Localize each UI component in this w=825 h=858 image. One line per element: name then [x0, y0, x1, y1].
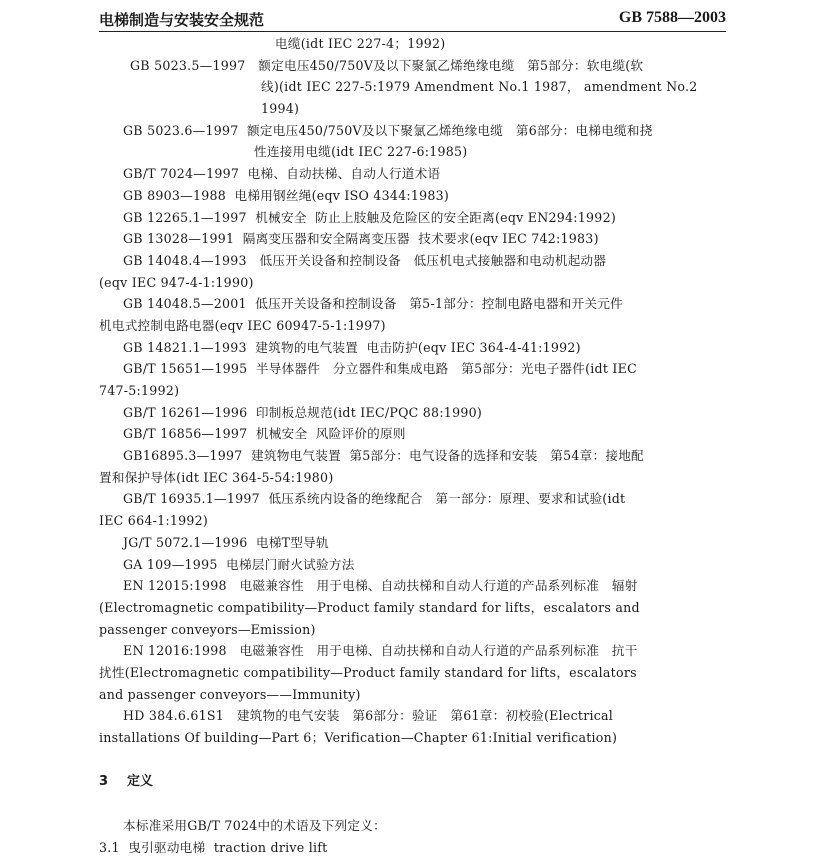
list-line: installations Of building—Part 6；Verification—Chapter 61:Initial verification) [99, 730, 618, 745]
section-heading [99, 770, 153, 789]
list-line: 747-5:1992) [99, 383, 180, 398]
standard-code: GB 7588—2003 [618, 9, 726, 26]
list-line: HD 384.6.61S1 建筑物的电气安装 第6部分：验证 第61章：初校验(Electrical [123, 708, 614, 724]
list-line: IEC 664-1:1992) [99, 513, 209, 529]
list-line: GB/T 16856—1997 机械安全 风险评价的原则 [123, 426, 406, 442]
list-line: GB/T 7024—1997 电梯、自动扶梯、自动人行道术语 [123, 166, 441, 182]
list-line: (eqv IEC 947-4-1:1990) [99, 274, 254, 290]
body-paragraph: 本标准采用GB/T 7024中的术语及下列定义： [123, 818, 386, 833]
header-divider [99, 31, 726, 32]
list-line: EN 12016:1998 电磁兼容性 用于电梯、自动扶梯和自动人行道的产品系列标准 抗干 [123, 643, 638, 659]
list-line: passenger conveyors—Emission) [99, 621, 316, 637]
list-line: GB 14048.4—1993 低压开关设备和控制设备 低压机电式接触器和电动机起动器 [123, 252, 607, 268]
list-line: 扰性(Electromagnetic compatibility—Product family standard for lifts，escalators [99, 664, 637, 680]
list-line: JG/T 5072.1—1996 电梯T型导轨 [123, 534, 329, 550]
list-line: GB 5023.5—1997 额定电压450/750V及以下聚氯乙烯绝缘电缆 第5部分：软电缆(软 [130, 57, 644, 73]
section-title: 定义 [127, 774, 154, 789]
list-line: GB/T 15651—1995 半导体器件 分立器件和集成电路 第5部分：光电子器件(idt IEC [123, 361, 637, 377]
list-line: GB16895.3—1997 建筑物电气装置 第5部分：电气设备的选择和安装 第54章：接地配 [123, 448, 644, 464]
list-line: GB 5023.6—1997 额定电压450/750V及以下聚氯乙烯绝缘电缆 第6部分：电梯电缆和挠 [123, 122, 653, 138]
list-line: GB 14048.5—2001 低压开关设备和控制设备 第5-1部分：控制电路电器和开关元件 [123, 296, 624, 312]
list-line: 置和保护导体(idt IEC 364-5-54:1980) [99, 469, 334, 485]
section-number: 3 [99, 774, 109, 789]
header-title: 电梯制造与安装安全规范 [99, 11, 265, 29]
list-line: 1994) [261, 101, 300, 117]
list-line: GB 12265.1—1997 机械安全 防止上肢触及危险区的安全距离(eqv EN294:1992) [123, 209, 616, 225]
list-line: 线)(idt IEC 227-5:1979 Amendment No.1 1987， amendment No.2 [261, 79, 698, 95]
list-line: GB 13028—1991 隔离变压器和安全隔离变压器 技术要求(eqv IEC 742:1983) [123, 231, 599, 247]
list-line: GB 8903—1988 电梯用钢丝绳(eqv ISO 4344:1983) [123, 187, 450, 203]
list-line: GA 109—1995 电梯层门耐火试验方法 [123, 556, 355, 572]
list-line: GB/T 16261—1996 印制板总规范(idt IEC/PQC 88:1990) [123, 404, 483, 420]
list-line: (Electromagnetic compatibility—Product family standard for lifts，escalators and [99, 599, 640, 615]
list-line: 性连接用电缆(idt IEC 227-6:1985) [254, 144, 468, 160]
list-line: 电缆(idt IEC 227-4；1992) [275, 36, 446, 51]
list-line: 机电式控制电路电器(eqv IEC 60947-5-1:1997) [99, 317, 386, 333]
reference-list [99, 33, 726, 749]
list-line: EN 12015:1998 电磁兼容性 用于电梯、自动扶梯和自动人行道的产品系列标准 辐射 [123, 578, 638, 594]
list-line: GB/T 16935.1—1997 低压系统内设备的绝缘配合 第一部分：原理、要求和试验(idt [123, 491, 626, 507]
list-line: GB 14821.1—1993 建筑物的电气装置 电击防护(eqv IEC 364-4-41:1992) [123, 339, 581, 355]
list-line: and passenger conveyors——Immunity) [99, 686, 361, 702]
definition-entry: 3.1 曳引驱动电梯 traction drive lift [99, 840, 328, 855]
